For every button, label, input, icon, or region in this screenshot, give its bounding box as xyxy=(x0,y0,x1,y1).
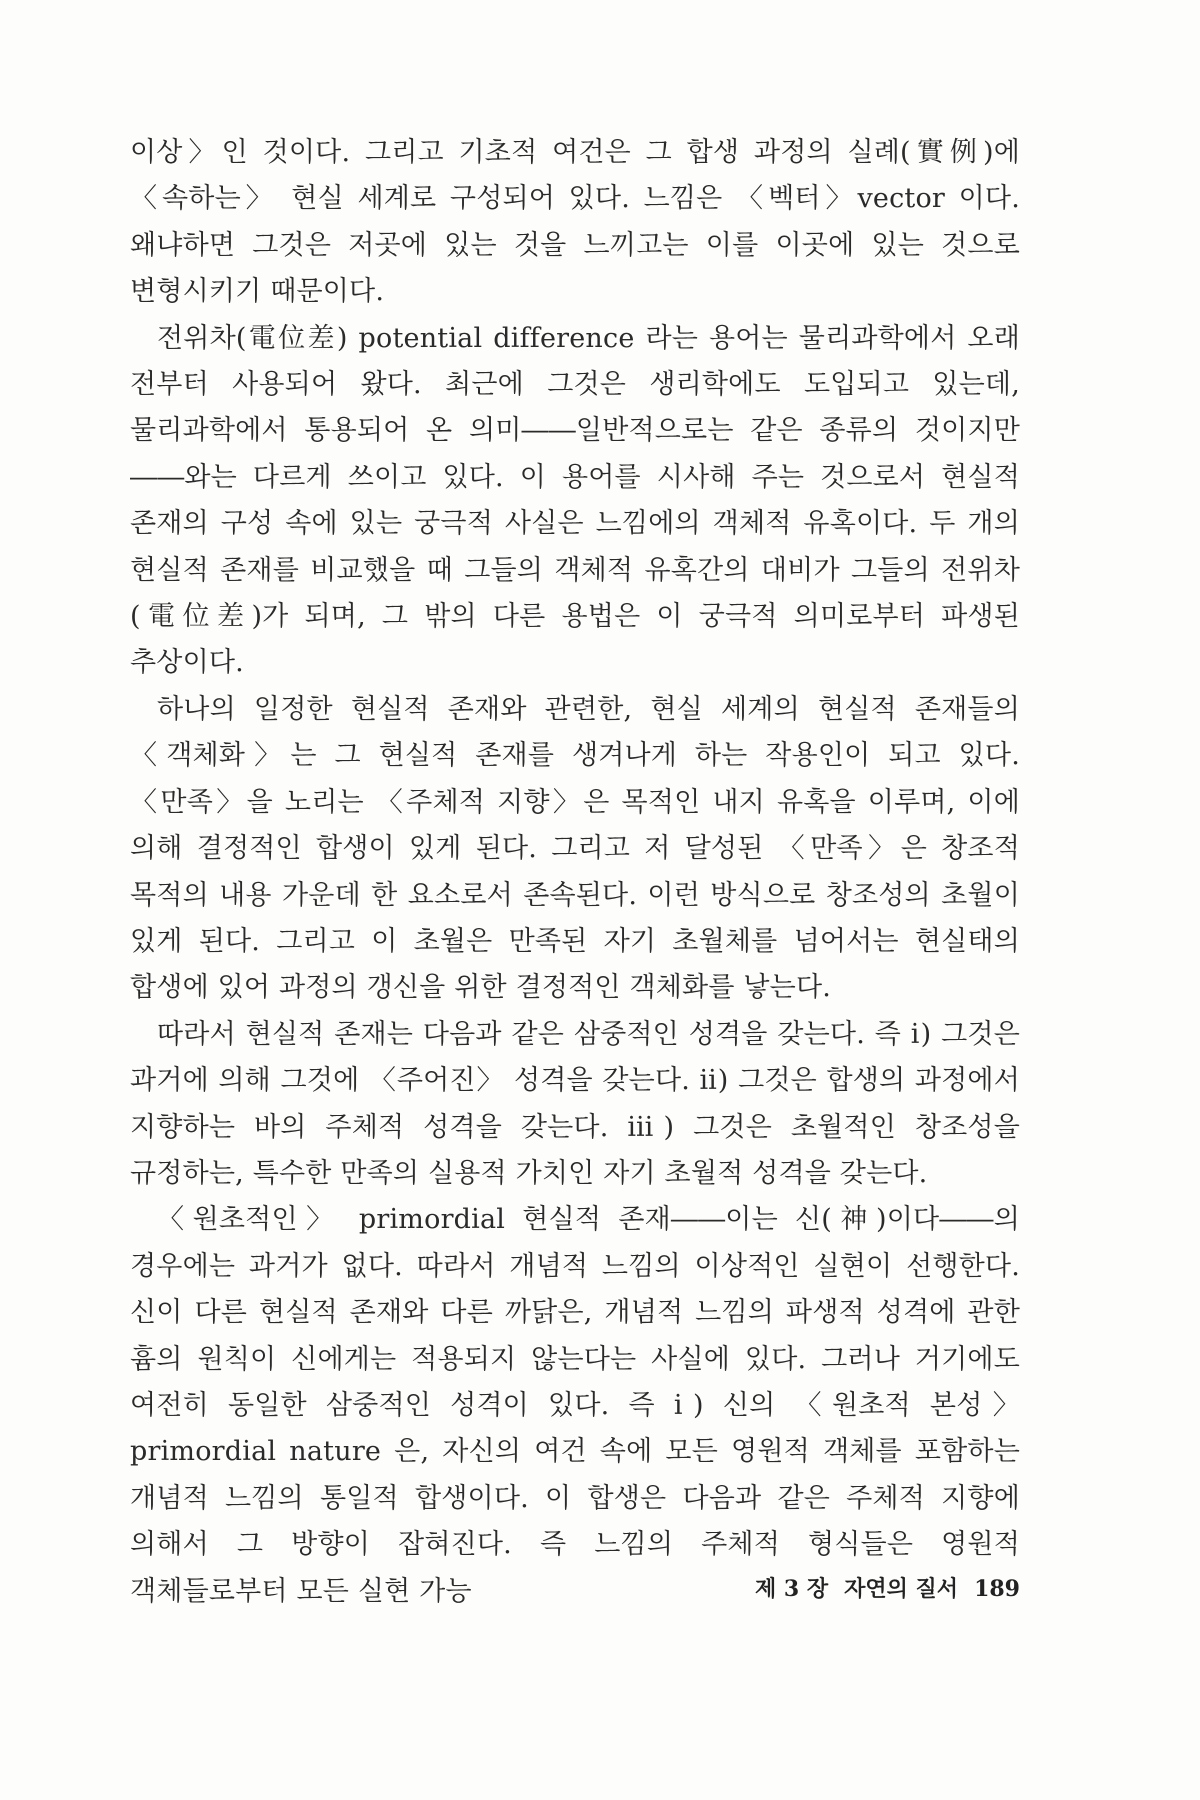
running-footer xyxy=(690,1574,1020,1604)
paragraph-potential-difference: 전위차(電位差) potential difference 라는 용어는 물리과학에서 오래 전부터 사용되어 왔다. 최근에 그것은 생리학에도 도입되고 있는데, 물리과학에서 통용되어 온 의미――일반적으로는 같은 종류의 것이지만――와는 다르게 쓰이고 있다. 이 용어를 시사해 주는 것으로서 현실적 존재의 구성 속에 있는 궁극적 사실은 느낌에의 객체적 유혹이다. 두 개의 현실적 존재를 비교했을 때 그들의 객체적 유혹간의 대비가 그들의 전위차(電位差)가 되며, 그 밖의 다른 용법은 이 궁극적 의미로부터 파생된 추상이다. xyxy=(130,322,1020,679)
body-text xyxy=(130,130,1020,1615)
footer-chapter-title: 자연의 질서 xyxy=(844,1576,959,1602)
paragraph-continuation: 이상〉인 것이다. 그리고 기초적 여건은 그 합생 과정의 실례(實例)에 〈속하는〉 현실 세계로 구성되어 있다. 느낌은 〈벡터〉vector 이다. 왜냐하면 그것은 저곳에 있는 것을 느끼고는 이를 이곳에 있는 것으로 변형시키기 때문이다. xyxy=(130,137,1020,308)
page-number: 189 xyxy=(974,1576,1020,1602)
footer-chapter: 제 3 장 xyxy=(755,1576,829,1602)
paragraph-objectification: 하나의 일정한 현실적 존재와 관련한, 현실 세계의 현실적 존재들의 〈객체화〉는 그 현실적 존재를 생겨나게 하는 작용인이 되고 있다. 〈만족〉을 노리는 〈주체적 지향〉은 목적인 내지 유혹을 이루며, 이에 의해 결정적인 합생이 있게 된다. 그리고 저 달성된 〈만족〉은 창조적 목적의 내용 가운데 한 요소로서 존속된다. 이런 방식으로 창조성의 초월이 있게 된다. 그리고 이 초월은 만족된 자기 초월체를 넘어서는 현실태의 합생에 있어 과정의 갱신을 위한 결정적인 객체화를 낳는다. xyxy=(130,693,1020,1004)
paragraph-primordial-entity: 〈원초적인〉 primordial 현실적 존재――이는 신(神)이다――의 경우에는 과거가 없다. 따라서 개념적 느낌의 이상적인 실현이 선행한다. 신이 다른 현실적 존재와 다른 까닭은, 개념적 느낌의 파생적 성격에 관한 흄의 원칙이 신에게는 적용되지 않는다는 사실에 있다. 그러나 거기에도 여전히 동일한 삼중적인 성격이 있다. 즉 ⅰ) 신의 〈원초적 본성〉 primordial nature 은, 자신의 여건 속에 모든 영원적 객체를 포함하는 개념적 느낌의 통일적 합생이다. 이 합생은 다음과 같은 주체적 지향에 의해서 그 방향이 잡혀진다. 즉 느낌의 주체적 형식들은 영원적 객체들로부터 모든 실현 가능 xyxy=(130,1204,1020,1607)
paragraph-threefold-character: 따라서 현실적 존재는 다음과 같은 삼중적인 성격을 갖는다. 즉 ⅰ) 그것은 과거에 의해 그것에 〈주어진〉 성격을 갖는다. ⅱ) 그것은 합생의 과정에서 지향하는 바의 주체적 성격을 갖는다. ⅲ) 그것은 초월적인 창조성을 규정하는, 특수한 만족의 실용적 가치인 자기 초월적 성격을 갖는다. xyxy=(130,1018,1020,1189)
